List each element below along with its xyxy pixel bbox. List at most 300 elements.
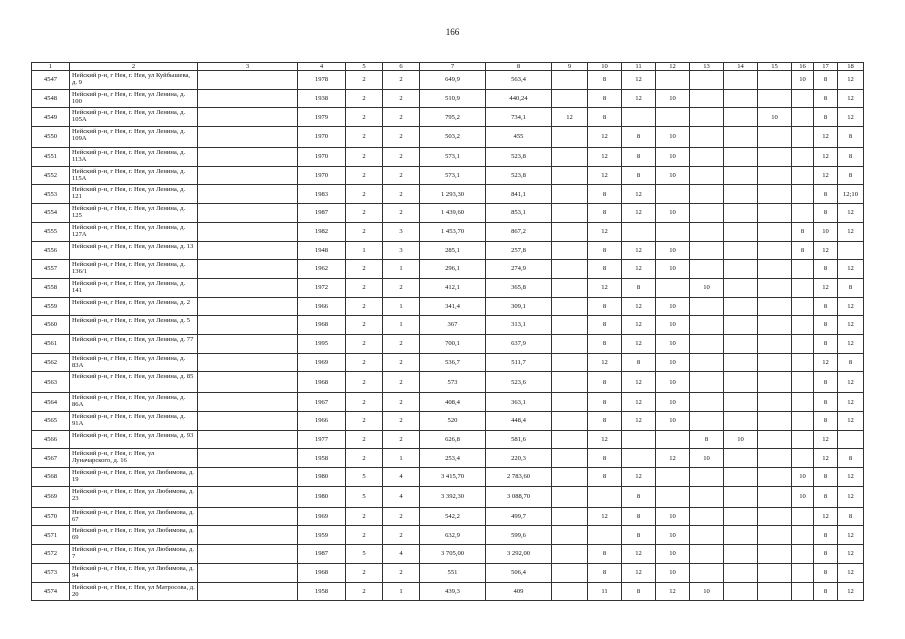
table-cell: 10 xyxy=(656,316,690,335)
table-cell xyxy=(198,89,298,108)
table-cell: 8 xyxy=(814,204,838,223)
table-cell xyxy=(724,185,758,204)
table-cell: 2 xyxy=(383,430,420,449)
row-number-cell: 4553 xyxy=(32,185,70,204)
address-cell: Нейский р-н, г Нея, г. Нея, ул Ленина, д. 141 xyxy=(70,278,198,297)
row-number-cell: 4567 xyxy=(32,449,70,468)
table-cell xyxy=(198,582,298,601)
table-cell xyxy=(792,278,814,297)
table-cell: 12 xyxy=(552,108,588,127)
table-cell: 2 xyxy=(383,148,420,167)
table-cell: 274,9 xyxy=(486,260,552,279)
column-header: 8 xyxy=(486,63,552,71)
table-cell xyxy=(656,222,690,241)
table-cell: 12 xyxy=(838,545,864,564)
column-header: 14 xyxy=(724,63,758,71)
table-cell: 2 xyxy=(346,412,383,431)
table-cell xyxy=(724,222,758,241)
table-cell xyxy=(552,316,588,335)
row-number-cell: 4558 xyxy=(32,278,70,297)
table-cell xyxy=(690,393,724,412)
table-cell xyxy=(758,486,792,507)
address-cell: Нейский р-н, г Нея, г. Нея, ул Ленина, д. 83А xyxy=(70,353,198,372)
table-cell: 8 xyxy=(814,486,838,507)
table-cell: 10 xyxy=(656,526,690,545)
table-cell xyxy=(198,563,298,582)
table-cell: 2 783,60 xyxy=(486,468,552,487)
table-cell: 8 xyxy=(814,372,838,393)
row-number-cell: 4557 xyxy=(32,260,70,279)
table-cell: 1980 xyxy=(298,486,346,507)
table-cell: 12 xyxy=(814,507,838,526)
address-cell: Нейский р-н, г Нея, г. Нея, ул Ленина, д. 136/1 xyxy=(70,260,198,279)
table-cell: 10 xyxy=(792,71,814,90)
table-cell: 3 415,70 xyxy=(420,468,486,487)
table-cell xyxy=(724,204,758,223)
table-cell: 12 xyxy=(838,297,864,316)
table-row xyxy=(32,241,864,260)
table-row xyxy=(32,507,864,526)
table-row xyxy=(32,353,864,372)
table-cell: 2 xyxy=(383,393,420,412)
address-cell: Нейский р-н, г Нея, г. Нея, ул Ленина, д. 85 xyxy=(70,372,198,393)
table-cell xyxy=(552,166,588,185)
table-cell: 8 xyxy=(838,127,864,148)
table-cell: 8 xyxy=(588,545,622,564)
table-cell xyxy=(724,148,758,167)
table-cell: 1948 xyxy=(298,241,346,260)
table-cell: 10 xyxy=(656,148,690,167)
table-cell xyxy=(690,412,724,431)
table-cell: 563,4 xyxy=(486,71,552,90)
table-cell: 408,4 xyxy=(420,393,486,412)
table-cell xyxy=(792,185,814,204)
table-cell: 1958 xyxy=(298,449,346,468)
table-cell: 12 xyxy=(838,412,864,431)
row-number-cell: 4571 xyxy=(32,526,70,545)
table-cell: 1938 xyxy=(298,89,346,108)
table-cell: 1970 xyxy=(298,127,346,148)
table-cell: 2 xyxy=(383,412,420,431)
table-cell xyxy=(792,316,814,335)
table-cell: 1982 xyxy=(298,222,346,241)
row-number-cell: 4573 xyxy=(32,563,70,582)
column-header: 11 xyxy=(622,63,656,71)
table-cell xyxy=(758,468,792,487)
table-row xyxy=(32,166,864,185)
table-cell xyxy=(724,353,758,372)
table-cell: 1958 xyxy=(298,582,346,601)
table-cell: 3 705,00 xyxy=(420,545,486,564)
table-cell: 8 xyxy=(838,507,864,526)
row-number-cell: 4547 xyxy=(32,71,70,90)
table-cell: 523,8 xyxy=(486,148,552,167)
table-cell xyxy=(724,108,758,127)
row-number-cell: 4549 xyxy=(32,108,70,127)
table-cell: 341,4 xyxy=(420,297,486,316)
table-cell xyxy=(656,278,690,297)
table-row xyxy=(32,297,864,316)
table-cell: 523,8 xyxy=(486,166,552,185)
table-cell xyxy=(724,297,758,316)
table-cell: 11 xyxy=(588,582,622,601)
table-cell: 12 xyxy=(814,353,838,372)
column-header: 4 xyxy=(298,63,346,71)
table-cell xyxy=(198,166,298,185)
table-cell xyxy=(552,507,588,526)
table-cell: 700,1 xyxy=(420,334,486,353)
table-cell: 3 392,30 xyxy=(420,486,486,507)
table-cell xyxy=(198,430,298,449)
address-cell: Нейский р-н, г Нея, г. Нея, ул Ленина, д. 115А xyxy=(70,166,198,185)
column-header: 1 xyxy=(32,63,70,71)
table-cell xyxy=(552,468,588,487)
table-cell xyxy=(724,241,758,260)
table-cell xyxy=(758,334,792,353)
table-cell: 2 xyxy=(383,507,420,526)
table-cell: 2 xyxy=(346,353,383,372)
table-cell xyxy=(656,468,690,487)
address-cell: Нейский р-н, г Нея, г. Нея, ул Ленина, д. 86А xyxy=(70,393,198,412)
table-cell: 1 453,70 xyxy=(420,222,486,241)
table-cell xyxy=(758,278,792,297)
table-cell xyxy=(724,127,758,148)
table-cell: 8 xyxy=(588,316,622,335)
table-cell: 2 xyxy=(346,222,383,241)
table-row xyxy=(32,127,864,148)
table-cell: 313,1 xyxy=(486,316,552,335)
table-cell: 8 xyxy=(838,148,864,167)
table-cell: 12 xyxy=(622,71,656,90)
table-cell: 8 xyxy=(838,166,864,185)
table-cell xyxy=(690,526,724,545)
address-cell: Нейский р-н, г Нея, г. Нея, ул Любимова, д. 69 xyxy=(70,526,198,545)
table-cell: 8 xyxy=(588,204,622,223)
table-cell: 8 xyxy=(588,71,622,90)
table-cell: 10 xyxy=(656,297,690,316)
table-row xyxy=(32,278,864,297)
column-header: 10 xyxy=(588,63,622,71)
table-cell xyxy=(758,71,792,90)
table-cell xyxy=(656,430,690,449)
table-cell: 1966 xyxy=(298,297,346,316)
table-cell: 12 xyxy=(814,430,838,449)
table-cell: 2 xyxy=(383,127,420,148)
table-cell xyxy=(198,526,298,545)
address-cell: Нейский р-н, г Нея, г. Нея, ул Ленина, д. 13 xyxy=(70,241,198,260)
table-cell: 8 xyxy=(622,148,656,167)
table-cell: 581,6 xyxy=(486,430,552,449)
table-cell xyxy=(792,108,814,127)
table-cell xyxy=(792,148,814,167)
table-cell: 440,24 xyxy=(486,89,552,108)
table-cell: 12 xyxy=(622,241,656,260)
table-cell: 8 xyxy=(588,468,622,487)
table-cell: 3 088,70 xyxy=(486,486,552,507)
table-cell xyxy=(690,563,724,582)
address-cell: Нейский р-н, г Нея, г. Нея, ул Матросова, д. 20 xyxy=(70,582,198,601)
table-cell xyxy=(552,148,588,167)
table-cell: 8 xyxy=(588,393,622,412)
table-cell: 523,6 xyxy=(486,372,552,393)
table-cell xyxy=(724,260,758,279)
table-cell xyxy=(198,127,298,148)
address-cell: Нейский р-н, г Нея, г. Нея, ул Луначарского, д. 16 xyxy=(70,449,198,468)
table-cell: 2 xyxy=(383,278,420,297)
table-cell: 12 xyxy=(838,334,864,353)
address-cell: Нейский р-н, г Нея, г. Нея, ул Ленина, д. 109А xyxy=(70,127,198,148)
table-cell: 12 xyxy=(838,526,864,545)
table-cell xyxy=(724,393,758,412)
table-cell: 8 xyxy=(814,108,838,127)
table-row xyxy=(32,393,864,412)
table-cell: 10 xyxy=(656,507,690,526)
table-cell xyxy=(622,449,656,468)
table-cell: 10 xyxy=(656,545,690,564)
table-cell: 12 xyxy=(814,241,838,260)
table-cell: 8 xyxy=(814,297,838,316)
table-cell: 1969 xyxy=(298,353,346,372)
table-cell xyxy=(552,297,588,316)
table-cell xyxy=(198,507,298,526)
table-cell xyxy=(792,582,814,601)
table-cell: 573,1 xyxy=(420,148,486,167)
table-cell: 1972 xyxy=(298,278,346,297)
table-cell: 2 xyxy=(346,449,383,468)
table-row xyxy=(32,582,864,601)
table-cell: 253,4 xyxy=(420,449,486,468)
table-cell xyxy=(758,526,792,545)
table-cell xyxy=(198,468,298,487)
row-number-cell: 4560 xyxy=(32,316,70,335)
row-number-cell: 4564 xyxy=(32,393,70,412)
table-cell: 257,8 xyxy=(486,241,552,260)
table-cell: 1 xyxy=(383,297,420,316)
table-cell: 8 xyxy=(814,71,838,90)
table-cell xyxy=(552,334,588,353)
table-cell xyxy=(758,222,792,241)
table-cell xyxy=(198,241,298,260)
table-cell: 2 xyxy=(346,185,383,204)
table-cell: 8 xyxy=(814,582,838,601)
table-cell: 12 xyxy=(588,507,622,526)
table-cell: 12 xyxy=(838,393,864,412)
table-cell xyxy=(690,148,724,167)
table-header-row xyxy=(32,63,864,71)
table-cell xyxy=(690,204,724,223)
table-cell: 10 xyxy=(656,241,690,260)
table-cell: 1968 xyxy=(298,316,346,335)
table-cell xyxy=(758,241,792,260)
table-cell: 10 xyxy=(656,166,690,185)
table-cell: 12 xyxy=(622,412,656,431)
table-cell: 12 xyxy=(838,89,864,108)
table-cell: 4 xyxy=(383,486,420,507)
table-cell: 5 xyxy=(346,486,383,507)
table-cell: 1995 xyxy=(298,334,346,353)
table-cell: 8 xyxy=(588,260,622,279)
table-cell xyxy=(198,334,298,353)
table-cell xyxy=(838,241,864,260)
table-cell: 8 xyxy=(622,353,656,372)
address-cell: Нейский р-н, г Нея, г. Нея, ул Ленина, д. 127А xyxy=(70,222,198,241)
table-cell: 8 xyxy=(622,526,656,545)
table-cell: 10 xyxy=(792,486,814,507)
table-cell xyxy=(724,334,758,353)
table-cell xyxy=(690,241,724,260)
table-cell: 1967 xyxy=(298,393,346,412)
table-cell: 511,7 xyxy=(486,353,552,372)
table-cell: 12 xyxy=(838,222,864,241)
table-cell: 296,1 xyxy=(420,260,486,279)
row-number-cell: 4563 xyxy=(32,372,70,393)
table-cell: 795,2 xyxy=(420,108,486,127)
table-cell xyxy=(792,393,814,412)
table-cell: 12;10 xyxy=(838,185,864,204)
table-cell: 1980 xyxy=(298,468,346,487)
table-cell: 12 xyxy=(656,582,690,601)
table-cell xyxy=(724,545,758,564)
table-cell: 12 xyxy=(838,108,864,127)
table-cell: 8 xyxy=(588,297,622,316)
table-cell xyxy=(792,449,814,468)
table-cell: 1 293,30 xyxy=(420,185,486,204)
table-cell: 12 xyxy=(838,71,864,90)
table-cell xyxy=(552,449,588,468)
table-cell: 2 xyxy=(346,334,383,353)
table-cell: 12 xyxy=(814,148,838,167)
table-cell xyxy=(724,582,758,601)
row-number-cell: 4552 xyxy=(32,166,70,185)
table-row xyxy=(32,316,864,335)
table-cell: 2 xyxy=(346,372,383,393)
table-cell xyxy=(792,430,814,449)
table-cell: 10 xyxy=(792,468,814,487)
table-cell: 10 xyxy=(656,353,690,372)
row-number-cell: 4559 xyxy=(32,297,70,316)
table-cell: 12 xyxy=(814,127,838,148)
table-cell: 503,2 xyxy=(420,127,486,148)
table-cell: 1969 xyxy=(298,507,346,526)
table-row xyxy=(32,260,864,279)
table-cell: 8 xyxy=(588,108,622,127)
table-cell xyxy=(792,127,814,148)
table-cell xyxy=(758,430,792,449)
table-cell: 3 xyxy=(383,222,420,241)
table-cell: 499,7 xyxy=(486,507,552,526)
table-cell xyxy=(198,148,298,167)
row-number-cell: 4554 xyxy=(32,204,70,223)
table-cell: 2 xyxy=(346,297,383,316)
table-cell: 1959 xyxy=(298,526,346,545)
table-cell xyxy=(198,316,298,335)
table-row xyxy=(32,334,864,353)
table-cell: 734,1 xyxy=(486,108,552,127)
table-cell: 841,1 xyxy=(486,185,552,204)
table-cell: 3 xyxy=(383,241,420,260)
address-cell: Нейский р-н, г Нея, г. Нея, ул Ленина, д. 113А xyxy=(70,148,198,167)
table-cell: 1 xyxy=(383,449,420,468)
table-cell xyxy=(198,185,298,204)
table-cell: 2 xyxy=(346,204,383,223)
table-cell: 2 xyxy=(346,507,383,526)
table-cell xyxy=(690,545,724,564)
table-row xyxy=(32,89,864,108)
table-cell xyxy=(552,260,588,279)
table-cell: 1968 xyxy=(298,563,346,582)
table-cell xyxy=(198,372,298,393)
table-cell xyxy=(622,430,656,449)
table-cell xyxy=(588,526,622,545)
address-cell: Нейский р-н, г Нея, г. Нея, ул Любимова, д. 67 xyxy=(70,507,198,526)
table-cell: 12 xyxy=(622,468,656,487)
column-header: 5 xyxy=(346,63,383,71)
column-header: 9 xyxy=(552,63,588,71)
table-cell: 12 xyxy=(838,260,864,279)
table-cell: 12 xyxy=(622,372,656,393)
row-number-cell: 4551 xyxy=(32,148,70,167)
table-cell: 12 xyxy=(838,204,864,223)
row-number-cell: 4566 xyxy=(32,430,70,449)
table-cell: 10 xyxy=(656,563,690,582)
table-cell xyxy=(690,71,724,90)
table-cell: 367 xyxy=(420,316,486,335)
table-cell: 412,1 xyxy=(420,278,486,297)
table-cell: 8 xyxy=(588,89,622,108)
table-cell: 1962 xyxy=(298,260,346,279)
table-cell: 573 xyxy=(420,372,486,393)
table-cell: 5 xyxy=(346,545,383,564)
row-number-cell: 4562 xyxy=(32,353,70,372)
row-number-cell: 4548 xyxy=(32,89,70,108)
column-header: 7 xyxy=(420,63,486,71)
table-cell: 12 xyxy=(622,393,656,412)
housing-register-table xyxy=(31,62,864,601)
table-cell: 12 xyxy=(622,545,656,564)
table-cell: 12 xyxy=(838,316,864,335)
table-cell: 2 xyxy=(346,582,383,601)
table-cell xyxy=(792,372,814,393)
table-cell: 10 xyxy=(656,204,690,223)
table-cell xyxy=(758,89,792,108)
table-cell xyxy=(758,297,792,316)
table-cell: 12 xyxy=(814,166,838,185)
row-number-cell: 4568 xyxy=(32,468,70,487)
table-cell: 12 xyxy=(622,185,656,204)
table-cell xyxy=(690,108,724,127)
table-cell xyxy=(656,71,690,90)
table-cell xyxy=(198,204,298,223)
table-cell xyxy=(724,89,758,108)
table-cell: 10 xyxy=(656,334,690,353)
table-cell: 220,3 xyxy=(486,449,552,468)
table-cell xyxy=(690,353,724,372)
table-cell: 2 xyxy=(346,71,383,90)
table-cell: 439,3 xyxy=(420,582,486,601)
table-cell xyxy=(552,71,588,90)
table-cell: 12 xyxy=(838,582,864,601)
table-cell: 8 xyxy=(588,563,622,582)
table-cell: 8 xyxy=(814,412,838,431)
table-cell: 12 xyxy=(814,278,838,297)
table-cell xyxy=(758,393,792,412)
address-cell: Нейский р-н, г Нея, г. Нея, ул Ленина, д. 100 xyxy=(70,89,198,108)
table-cell: 8 xyxy=(814,563,838,582)
table-cell xyxy=(552,204,588,223)
table-cell xyxy=(656,185,690,204)
table-cell xyxy=(758,582,792,601)
table-cell: 520 xyxy=(420,412,486,431)
